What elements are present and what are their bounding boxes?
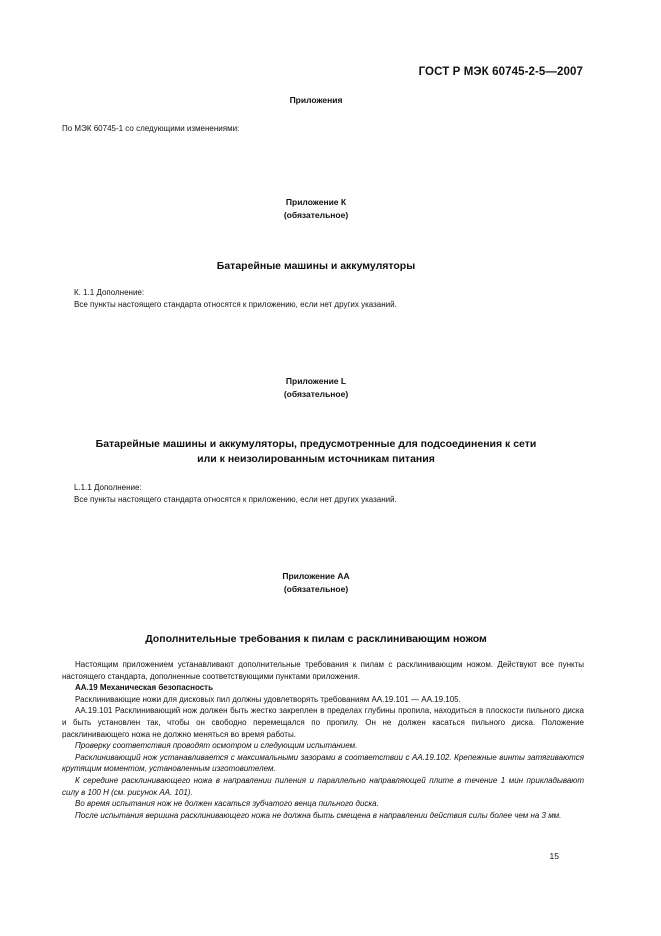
annex-aa-name: Приложение АА: [282, 571, 350, 581]
annex-aa-paragraph: Расклинивающие ножи для дисковых пил должны удовлетворять требованиям АА.19.101 — АА.19.105.: [75, 694, 461, 704]
annex-k-name: Приложение К: [285, 197, 347, 207]
page-number: 15: [549, 851, 559, 861]
annex-l-name: Приложение L: [285, 376, 347, 386]
test-paragraph: Расклинивающий нож устанавливается с максимальными зазорами в соответствии с АА.19.102. Крепежные винты затягиваются крутящим моментом, установленным изготовителем.: [62, 752, 584, 774]
annex-k-heading: [62, 196, 570, 222]
test-paragraph: Проверку соответствия проводят осмотром и следующим испытанием.: [75, 741, 358, 751]
annex-aa-heading: [62, 570, 570, 596]
annex-aa-title: Дополнительные требования к пилам с расклинивающим ножом: [145, 633, 487, 645]
test-paragraph: После испытания вершина расклинивающего ножа не должна быть смещена в направлении действия силы более чем на 3 мм.: [75, 810, 562, 820]
test-paragraph: К середине расклинивающего ножа в направлении пиления и параллельно направляющей плите в течение 1 мин прикладывают силу в 100 Н (см. рисунок АА. 101).: [62, 775, 584, 797]
annex-l-clause-label: L.1.1 Дополнение:: [74, 483, 142, 492]
clause-heading: АА.19 Механическая безопасность: [75, 683, 214, 693]
annex-k-title: Батарейные машины и аккумуляторы: [216, 260, 416, 272]
annex-k-status: (обязательное): [283, 210, 349, 220]
annex-aa-body: [62, 659, 584, 821]
section-intro: По МЭК 60745-1 со следующими изменениями:: [62, 124, 240, 133]
annex-aa-paragraph: Настоящим приложением устанавливают дополнительные требования к пилам с расклинивающим ножом. Действуют все пункты настоящего стандарта, дополненные соответствующими пунктами приложения.: [62, 660, 584, 681]
annex-k-clause: [74, 287, 397, 311]
annex-l-title-line1: Батарейные машины и аккумуляторы, предусмотренные для подсоединения к сети: [95, 438, 537, 450]
annex-aa-paragraph: АА.19.101 Расклинивающий нож должен быть жестко закреплен в пределах глубины пропила, находиться в плоскости пильного диска и быть установлен так, чтобы он свободно перемещался по пропилу. Он не должен касаться пильного диска. Положение расклинивающего ножа не должно меняться во время работы.: [62, 706, 584, 739]
annex-aa-status: (обязательное): [283, 584, 349, 594]
test-paragraph: Во время испытания нож не должен касаться зубчатого венца пильного диска.: [75, 799, 379, 809]
annex-k-clause-text: Все пункты настоящего стандарта относятся к приложению, если нет других указаний.: [74, 300, 397, 309]
annex-l-clause-text: Все пункты настоящего стандарта относятся к приложению, если нет других указаний.: [74, 495, 397, 504]
document-code: ГОСТ Р МЭК 60745-2-5—2007: [418, 66, 583, 78]
annex-l-heading: [62, 375, 570, 401]
section-title: Приложения: [289, 95, 343, 105]
annex-l-clause: [74, 482, 397, 506]
annex-k-clause-label: К. 1.1 Дополнение:: [74, 288, 145, 297]
annex-l-title-line2: или к неизолированным источникам питания: [197, 453, 435, 465]
annex-l-status: (обязательное): [283, 389, 349, 399]
annex-l-title: [62, 437, 570, 467]
